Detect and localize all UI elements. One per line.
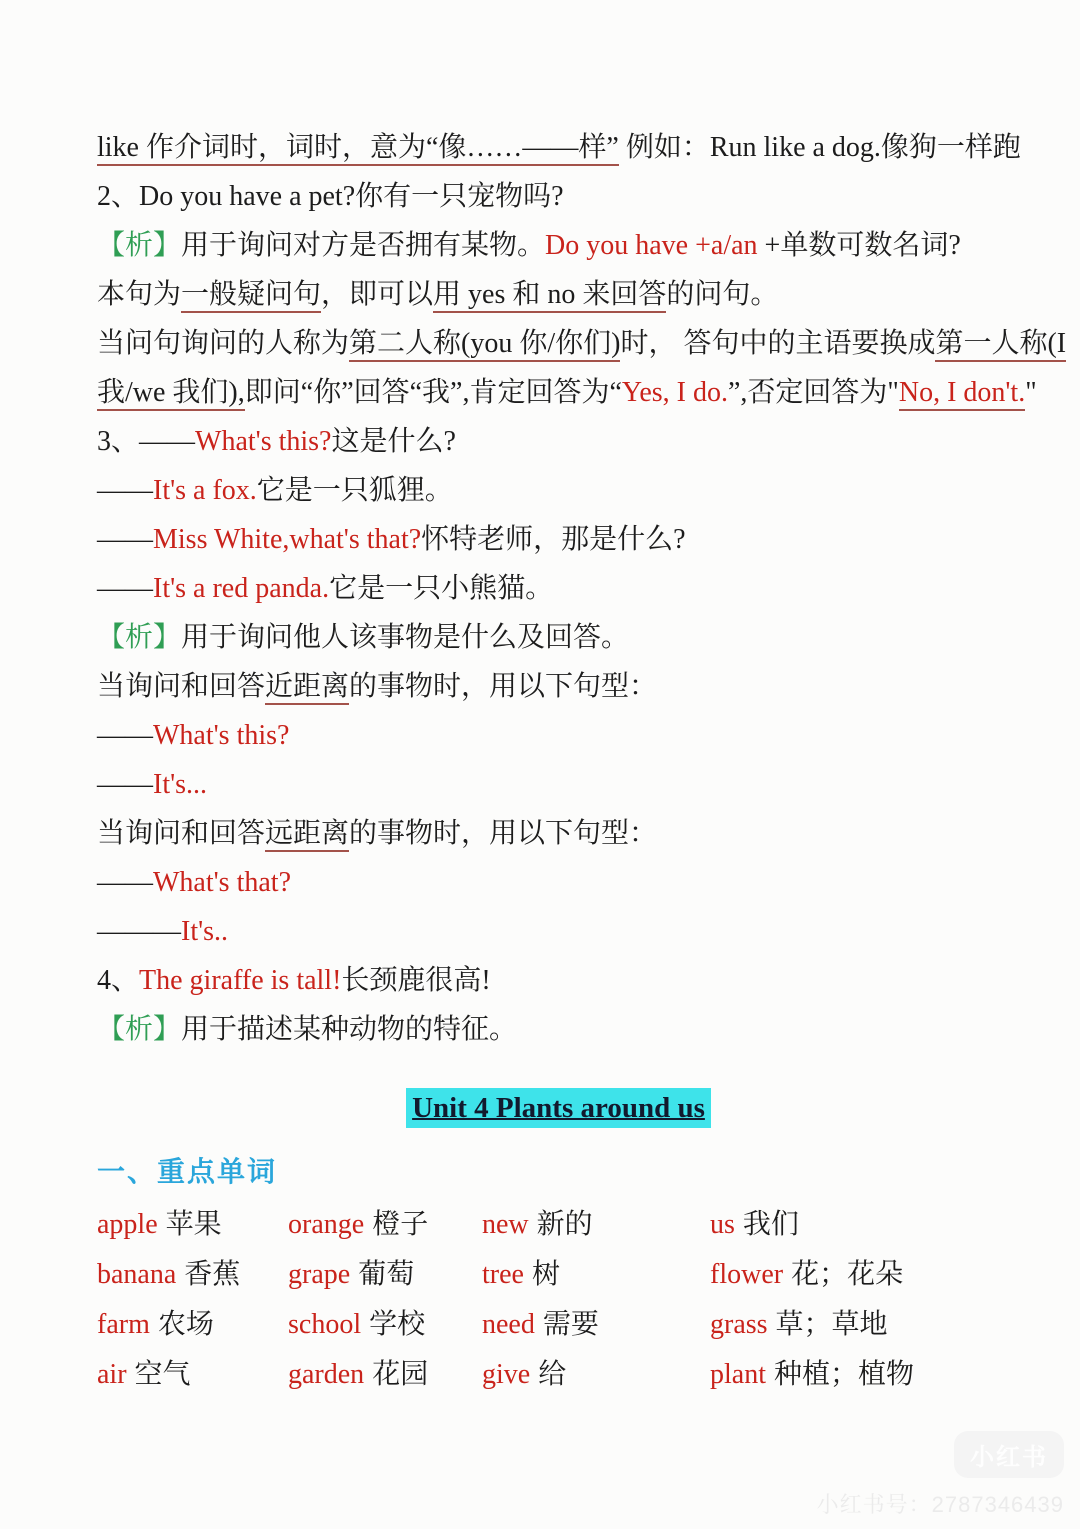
text-line	[97, 760, 1020, 809]
text-segment: ——	[97, 867, 153, 898]
vocab-entry	[710, 1250, 1020, 1300]
vocab-chinese-meaning: 需要	[542, 1309, 599, 1340]
vocab-entry	[482, 1350, 710, 1400]
text-line	[97, 662, 1020, 711]
text-segment: 它是一只狐狸。	[256, 475, 453, 506]
vocab-english-word: banana	[97, 1259, 177, 1290]
text-line	[97, 711, 1020, 760]
text-segment: ，即可以	[321, 279, 434, 310]
vocab-english-word: air	[97, 1359, 127, 1390]
vocab-chinese-meaning: 我们	[742, 1209, 799, 1240]
vocab-english-word: garden	[288, 1359, 365, 1390]
vocab-chinese-meaning: 给	[538, 1359, 567, 1390]
vocab-english-word: tree	[482, 1259, 524, 1290]
text-line	[97, 613, 1020, 662]
text-segment: ”,否定回答为"	[727, 377, 899, 408]
unit-title: Unit 4 Plants around us	[406, 1088, 711, 1128]
text-segment: What's this?	[153, 720, 290, 751]
text-segment: "	[1025, 377, 1037, 408]
text-line	[97, 858, 1020, 907]
text-segment: like 作介词时，词时，意为“像……——样”	[97, 132, 619, 166]
vocab-english-word: grape	[288, 1259, 351, 1290]
text-segment: 第二人称(you 你/你们)	[349, 328, 620, 362]
vocab-entry	[482, 1200, 710, 1250]
text-segment: 【析】	[97, 1014, 182, 1045]
text-line	[97, 1005, 1020, 1054]
text-segment: 用 yes 和 no 来回答	[433, 279, 666, 313]
text-segment: 的事物时，用以下句型：	[349, 671, 658, 702]
text-segment: 的事物时，用以下句型：	[349, 818, 658, 849]
vocab-chinese-meaning: 葡萄	[358, 1259, 415, 1290]
text-segment: 本句为	[97, 279, 182, 310]
text-segment: 4、	[97, 965, 140, 996]
text-line	[97, 221, 1020, 270]
text-segment: 这是什么?	[331, 426, 456, 457]
vocab-english-word: us	[710, 1209, 735, 1240]
vocab-english-word: plant	[710, 1359, 766, 1390]
vocab-chinese-meaning: 学校	[369, 1309, 426, 1340]
vocab-english-word: give	[482, 1359, 531, 1390]
grammar-notes-section	[97, 123, 1067, 1054]
text-segment: 时， 答句中的主语要换成	[620, 328, 936, 359]
vocab-chinese-meaning: 香蕉	[184, 1259, 241, 1290]
text-segment: +单数可数名词?	[757, 230, 961, 261]
text-segment: 即问“你”回答“我”,肯定回答为“	[244, 377, 622, 408]
text-segment: 它是一只小熊猫。	[329, 573, 554, 604]
text-segment: ———	[97, 916, 181, 947]
text-line	[97, 270, 1020, 319]
vocab-english-word: flower	[710, 1259, 784, 1290]
watermark	[817, 1431, 1064, 1519]
text-line	[97, 515, 1020, 564]
vocab-entry	[97, 1250, 288, 1300]
vocab-chinese-meaning: 空气	[134, 1359, 191, 1390]
vocab-entry	[97, 1200, 288, 1250]
text-segment: Yes, I do.	[621, 377, 728, 408]
xiaohongshu-logo-badge: 小红书	[954, 1431, 1064, 1478]
text-segment: 当询问和回答	[97, 818, 266, 849]
vocab-chinese-meaning: 花；花朵	[791, 1259, 904, 1290]
text-segment: It's...	[153, 769, 208, 800]
vocab-english-word: need	[482, 1309, 535, 1340]
text-segment: ——	[97, 475, 153, 506]
text-segment: It's a fox.	[153, 475, 257, 506]
text-segment: Miss White,what's that?	[153, 524, 422, 555]
text-line	[97, 368, 1037, 417]
vocab-english-word: school	[288, 1309, 362, 1340]
text-segment: 远距离	[265, 818, 349, 852]
text-segment: 当问句询问的人称为	[97, 328, 350, 359]
vocab-entry	[97, 1300, 288, 1350]
text-line	[97, 564, 1020, 613]
text-segment: ——	[97, 524, 153, 555]
vocab-entry	[288, 1200, 482, 1250]
text-line	[97, 172, 1020, 221]
vocab-chinese-meaning: 橙子	[372, 1209, 429, 1240]
vocab-english-word: orange	[288, 1209, 365, 1240]
text-segment: It's..	[181, 916, 229, 947]
text-segment: Do you have +a/an	[545, 230, 758, 261]
vocab-entry	[288, 1250, 482, 1300]
text-segment: ——	[97, 720, 153, 751]
text-segment: 【析】	[97, 622, 182, 653]
text-line	[97, 956, 1020, 1005]
vocab-entry	[288, 1350, 482, 1400]
text-segment: It's a red panda.	[153, 573, 330, 604]
text-segment: 当询问和回答	[97, 671, 266, 702]
section-header-key-words: 一、重点单词	[97, 1156, 278, 1187]
vocab-table	[97, 1200, 1020, 1400]
text-segment: 用于询问他人该事物是什么及回答。	[181, 622, 630, 653]
vocab-chinese-meaning: 树	[531, 1259, 560, 1290]
text-segment: What's this?	[195, 426, 332, 457]
vocab-english-word: new	[482, 1209, 529, 1240]
vocab-entry	[288, 1300, 482, 1350]
vocab-entry	[710, 1300, 1020, 1350]
vocab-entry	[482, 1250, 710, 1300]
unit-title-row	[97, 1088, 1020, 1137]
watermark-account-id: 小红书号：2787346439	[816, 1492, 1064, 1517]
text-segment: 长颈鹿很高!	[341, 965, 491, 996]
vocab-chinese-meaning: 草；草地	[775, 1309, 888, 1340]
vocab-english-word: apple	[97, 1209, 158, 1240]
text-segment: 例如：Run like a dog.像狗一样跑	[618, 132, 1021, 163]
text-segment: What's that?	[153, 867, 291, 898]
text-segment: 【析】	[97, 230, 182, 261]
text-segment: 第一人称(I	[935, 328, 1066, 362]
text-line	[97, 809, 1020, 858]
vocab-entry	[482, 1300, 710, 1350]
text-line	[97, 123, 1020, 172]
text-segment: 用于描述某种动物的特征。	[181, 1014, 518, 1045]
vocab-entry	[710, 1350, 1020, 1400]
vocab-chinese-meaning: 种植；植物	[774, 1359, 915, 1390]
text-line	[97, 466, 1020, 515]
vocab-english-word: grass	[710, 1309, 768, 1340]
vocab-chinese-meaning: 苹果	[165, 1209, 222, 1240]
vocab-chinese-meaning: 花园	[372, 1359, 429, 1390]
text-segment: 一般疑问句	[181, 279, 321, 313]
text-segment: ——	[97, 769, 153, 800]
text-segment: No, I don't.	[899, 377, 1025, 411]
text-line	[97, 907, 1020, 956]
vocab-chinese-meaning: 农场	[157, 1309, 214, 1340]
text-segment: 近距离	[265, 671, 349, 705]
text-segment: 3、——	[97, 426, 196, 457]
text-segment: The giraffe is tall!	[139, 965, 342, 996]
text-segment: 怀特老师，那是什么?	[421, 524, 686, 555]
text-line	[97, 417, 1020, 466]
text-segment: 的问句。	[666, 279, 779, 310]
text-segment: ——	[97, 573, 153, 604]
vocab-entry	[710, 1200, 1020, 1250]
vocab-chinese-meaning: 新的	[536, 1209, 593, 1240]
text-line	[97, 319, 1067, 368]
vocab-entry	[97, 1350, 288, 1400]
text-segment: 我/we 我们),	[97, 377, 245, 411]
text-segment: 用于询问对方是否拥有某物。	[181, 230, 546, 261]
text-segment: 2、Do you have a pet?你有一只宠物吗?	[97, 181, 564, 212]
vocab-english-word: farm	[97, 1309, 150, 1340]
